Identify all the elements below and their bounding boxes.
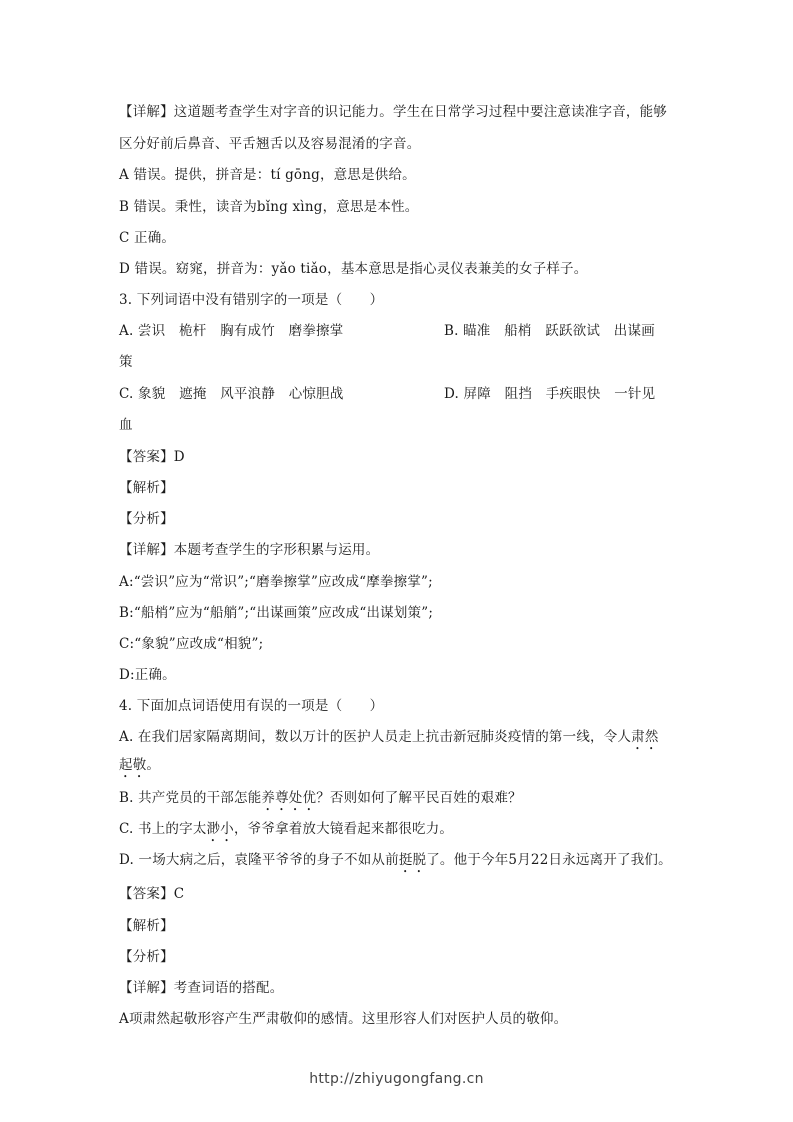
detail-line: C:“象貌”应改成“相貌”; <box>119 636 264 652</box>
detail-line: A:“尝识”应为“常识”;“磨拳擦掌”应改成“摩拳擦掌”; <box>119 574 433 590</box>
analysis-sub-label: 【分析】 <box>119 949 174 965</box>
question-3-option-a: A. 尝识 桅杆 胸有成竹 磨拳擦掌 <box>119 323 344 339</box>
detail-label: 【详解】本题考查学生的字形积累与运用。 <box>119 542 380 558</box>
option-a-note: A 错误。提供，拼音是：tí gōng，意思是供给。 <box>119 167 416 183</box>
question-4-option-d <box>119 851 672 876</box>
answer-label: 【答案】C <box>119 886 185 902</box>
question-4-option-a <box>119 728 659 753</box>
dotted-word: 养尊处优 <box>261 790 317 806</box>
detail-label: 【详解】考查词语的搭配。 <box>119 980 284 996</box>
answer-label: 【答案】D <box>119 449 185 465</box>
analysis-label: 【解析】 <box>119 918 174 934</box>
question-4-option-b <box>119 789 522 814</box>
question-3-option-d-wrap: 血 <box>119 417 133 433</box>
option-b-note: B 错误。秉性，读音为bǐng xìng，意思是本性。 <box>119 199 419 215</box>
dotted-word: 渺小 <box>206 821 234 837</box>
option-text: 。 <box>146 757 161 773</box>
option-d-note: D 错误。窈窕，拼音为：yǎo tiǎo，基本意思是指心灵仪表兼美的女子样子。 <box>119 261 588 277</box>
explanation-line: 【详解】这道题考查学生对字音的识记能力。学生在日常学习过程中要注意读准字音，能够 <box>119 104 667 120</box>
option-c-note: C 正确。 <box>119 230 176 246</box>
detail-line: D:正确。 <box>119 667 176 683</box>
analysis-sub-label: 【分析】 <box>119 511 174 527</box>
question-3: 3. 下列词语中没有错别字的一项是（ ） <box>119 292 384 308</box>
detail-line: B:“船梢”应为“船艄”;“出谋画策”应改成“出谋划策”; <box>119 605 434 621</box>
option-text: A. 在我们居家隔离期间，数以万计的医护人员走上抗击新冠肺炎疫情的第一线，令人 <box>119 729 632 745</box>
question-4-option-a-wrap <box>119 756 160 781</box>
explanation-line: 区分好前后鼻音、平舌翘舌以及容易混淆的字音。 <box>119 136 421 152</box>
dotted-word: 肃然 <box>631 729 659 745</box>
option-text: B. 共产党员的干部怎能 <box>119 790 262 806</box>
dotted-word: 挺脱 <box>398 852 427 868</box>
option-text: ，爷爷拿着放大镜看起来都很吃力。 <box>233 821 454 837</box>
question-3-option-b-wrap: 策 <box>119 354 133 370</box>
option-text: C. 书上的字太 <box>119 821 207 837</box>
analysis-label: 【解析】 <box>119 480 174 496</box>
option-text: D. 一场大病之后，袁隆平爷爷的身子不如从前 <box>119 852 399 868</box>
question-4: 4. 下面加点词语使用有误的一项是（ ） <box>119 698 384 714</box>
question-3-option-d: D. 屏障 阻挡 手疾眼快 一针见 <box>444 386 656 402</box>
question-3-option-b: B. 瞄准 船梢 跃跃欲试 出谋画 <box>444 323 655 339</box>
detail-line: A项肃然起敬形容产生严肃敬仰的感情。这里形容人们对医护人员的敬仰。 <box>119 1011 568 1027</box>
option-text: 了。他于今年5月22日永远离开了我们。 <box>426 852 672 868</box>
footer-url: http://zhiyugongfang.cn <box>309 1071 484 1087</box>
option-text: ？否则如何了解平民百姓的艰难？ <box>316 790 522 806</box>
dotted-word: 起敬 <box>119 757 147 773</box>
question-4-option-c <box>119 820 453 845</box>
question-3-option-c: C. 象貌 遮掩 风平浪静 心惊胆战 <box>119 386 344 402</box>
